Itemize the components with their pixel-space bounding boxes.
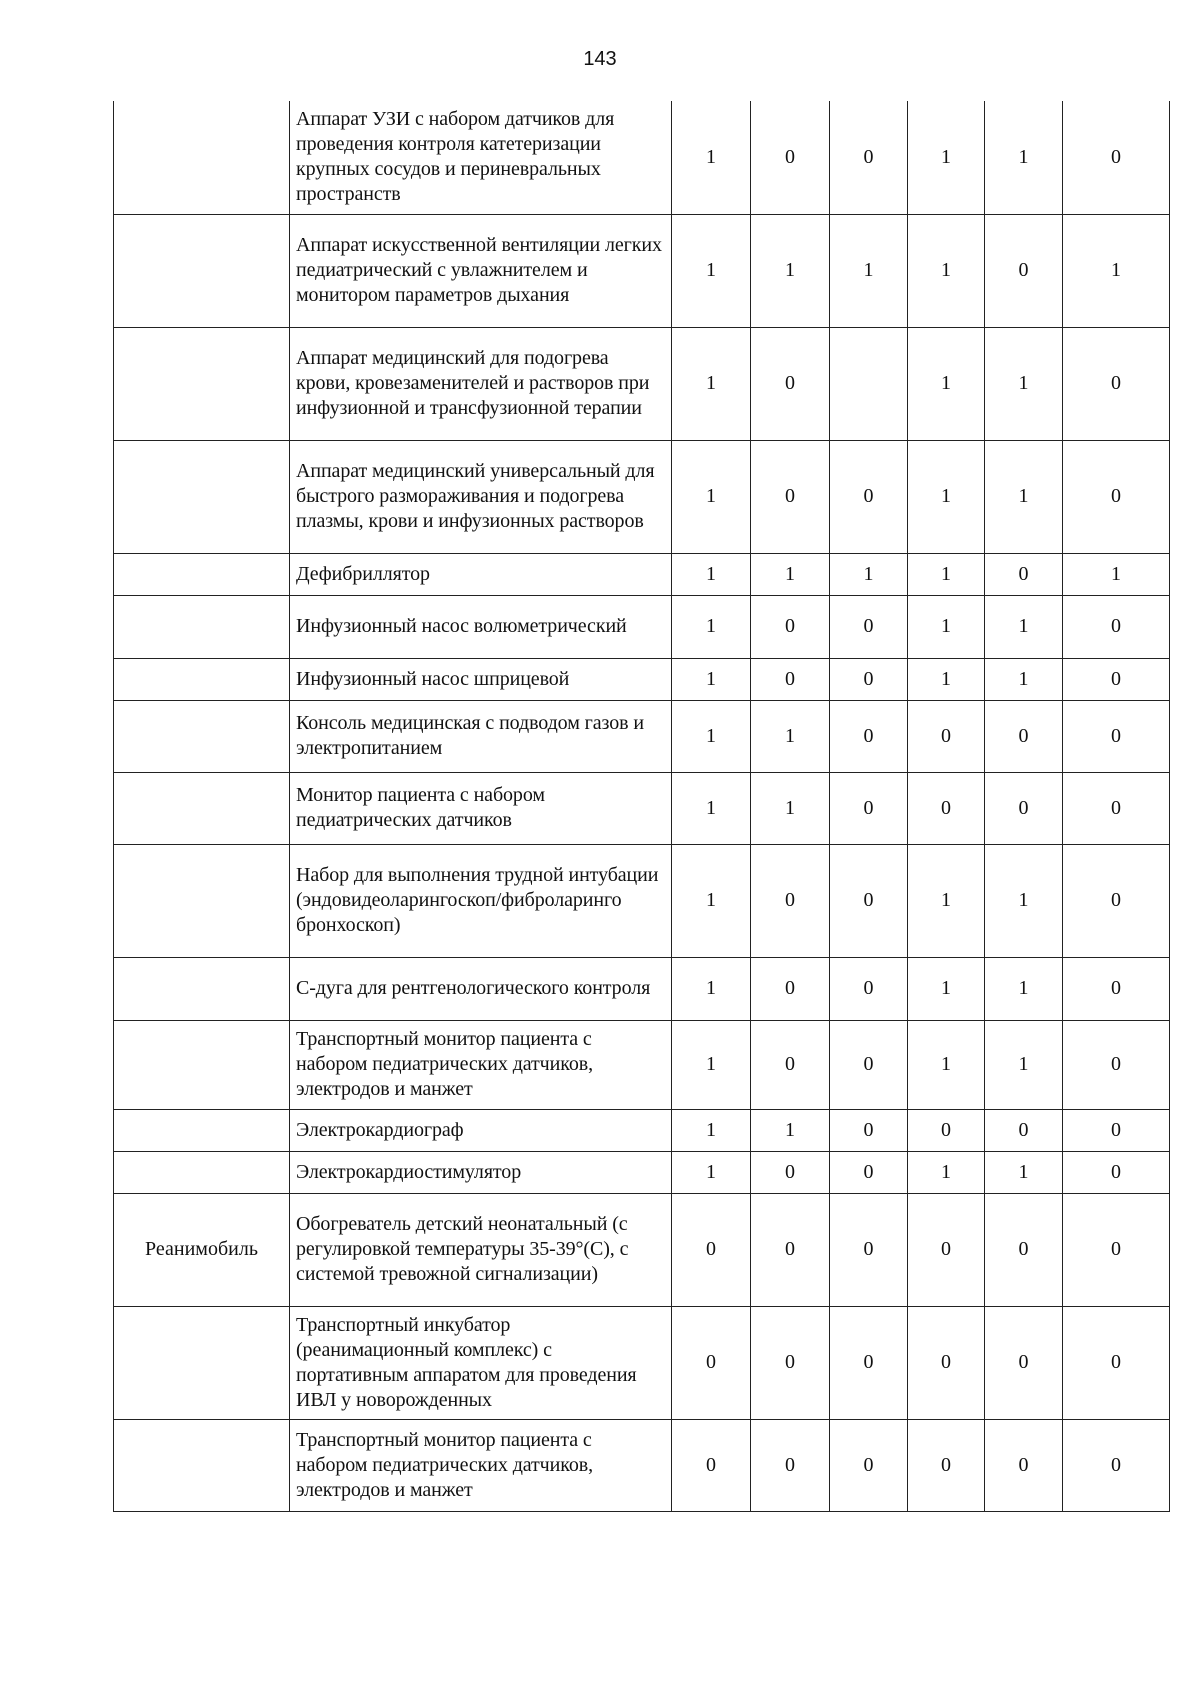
equipment-name-cell: Электрокардиограф <box>290 1109 672 1151</box>
quantity-cell-6: 0 <box>1063 327 1170 440</box>
quantity-cell-4: 1 <box>908 101 985 214</box>
page-number: 143 <box>583 48 617 70</box>
quantity-cell-4: 1 <box>908 595 985 658</box>
quantity-cell-1: 1 <box>672 101 751 214</box>
quantity-cell-6: 0 <box>1063 772 1170 844</box>
quantity-cell-2: 0 <box>751 440 830 553</box>
section-cell <box>114 214 290 327</box>
quantity-cell-3: 0 <box>830 1020 908 1109</box>
quantity-cell-6: 0 <box>1063 1306 1170 1419</box>
quantity-cell-4: 0 <box>908 1306 985 1419</box>
quantity-cell-3: 0 <box>830 658 908 700</box>
quantity-cell-5: 1 <box>985 957 1063 1020</box>
table-row <box>114 214 1170 327</box>
quantity-cell-1: 1 <box>672 844 751 957</box>
quantity-cell-1: 0 <box>672 1419 751 1511</box>
equipment-name-cell: Аппарат УЗИ с набором датчиков для проведения контроля катетеризации крупных сосудов и периневральных пространств <box>290 101 672 214</box>
quantity-cell-3: 0 <box>830 101 908 214</box>
quantity-cell-6: 0 <box>1063 844 1170 957</box>
quantity-cell-4: 1 <box>908 844 985 957</box>
quantity-cell-2: 0 <box>751 957 830 1020</box>
quantity-cell-2: 0 <box>751 327 830 440</box>
quantity-cell-2: 0 <box>751 1306 830 1419</box>
table-row <box>114 101 1170 214</box>
quantity-cell-4: 1 <box>908 658 985 700</box>
section-cell <box>114 1020 290 1109</box>
quantity-cell-6: 0 <box>1063 957 1170 1020</box>
quantity-cell-4: 1 <box>908 214 985 327</box>
section-cell <box>114 772 290 844</box>
quantity-cell-1: 0 <box>672 1193 751 1306</box>
quantity-cell-3: 0 <box>830 1419 908 1511</box>
quantity-cell-6: 0 <box>1063 440 1170 553</box>
table-row <box>114 700 1170 772</box>
quantity-cell-4: 1 <box>908 957 985 1020</box>
table-row <box>114 1109 1170 1151</box>
quantity-cell-3: 0 <box>830 1306 908 1419</box>
table-row <box>114 1151 1170 1193</box>
quantity-cell-2: 0 <box>751 658 830 700</box>
equipment-name-cell: Электрокардиостимулятор <box>290 1151 672 1193</box>
quantity-cell-5: 0 <box>985 553 1063 595</box>
section-cell <box>114 1306 290 1419</box>
quantity-cell-3: 0 <box>830 1151 908 1193</box>
quantity-cell-2: 0 <box>751 1151 830 1193</box>
quantity-cell-4: 1 <box>908 327 985 440</box>
section-cell: Реанимобиль <box>114 1193 290 1306</box>
table-row <box>114 772 1170 844</box>
quantity-cell-2: 1 <box>751 700 830 772</box>
quantity-cell-5: 1 <box>985 658 1063 700</box>
section-cell <box>114 327 290 440</box>
quantity-cell-2: 1 <box>751 553 830 595</box>
quantity-cell-3: 0 <box>830 1109 908 1151</box>
equipment-table-container <box>113 101 1170 1512</box>
quantity-cell-6: 1 <box>1063 553 1170 595</box>
table-body <box>114 101 1170 1511</box>
table-row <box>114 553 1170 595</box>
section-cell <box>114 595 290 658</box>
quantity-cell-5: 0 <box>985 772 1063 844</box>
table-row <box>114 1193 1170 1306</box>
quantity-cell-6: 0 <box>1063 1419 1170 1511</box>
equipment-name-cell: Инфузионный насос шприцевой <box>290 658 672 700</box>
section-cell <box>114 553 290 595</box>
quantity-cell-2: 0 <box>751 844 830 957</box>
quantity-cell-2: 0 <box>751 595 830 658</box>
quantity-cell-2: 0 <box>751 101 830 214</box>
equipment-name-cell: Обогреватель детский неонатальный (с регулировкой температуры 35-39°(С), с системой тревожной сигнализации) <box>290 1193 672 1306</box>
equipment-name-cell: Аппарат медицинский универсальный для быстрого размораживания и подогрева плазмы, крови и инфузионных растворов <box>290 440 672 553</box>
quantity-cell-6: 0 <box>1063 595 1170 658</box>
table-row <box>114 327 1170 440</box>
quantity-cell-5: 1 <box>985 844 1063 957</box>
equipment-name-cell: Аппарат искусственной вентиляции легких педиатрический с увлажнителем и монитором параметров дыхания <box>290 214 672 327</box>
table-row <box>114 1306 1170 1419</box>
quantity-cell-1: 1 <box>672 440 751 553</box>
quantity-cell-1: 0 <box>672 1306 751 1419</box>
quantity-cell-3: 0 <box>830 1193 908 1306</box>
equipment-name-cell: Транспортный инкубатор (реанимационный комплекс) с портативным аппаратом для проведения ИВЛ у новорожденных <box>290 1306 672 1419</box>
quantity-cell-2: 0 <box>751 1193 830 1306</box>
section-cell <box>114 1151 290 1193</box>
quantity-cell-3: 1 <box>830 553 908 595</box>
quantity-cell-4: 0 <box>908 1109 985 1151</box>
section-cell <box>114 1419 290 1511</box>
quantity-cell-1: 1 <box>672 957 751 1020</box>
quantity-cell-2: 1 <box>751 214 830 327</box>
quantity-cell-5: 0 <box>985 214 1063 327</box>
table-row <box>114 440 1170 553</box>
quantity-cell-4: 0 <box>908 700 985 772</box>
quantity-cell-2: 0 <box>751 1419 830 1511</box>
quantity-cell-4: 0 <box>908 1419 985 1511</box>
quantity-cell-5: 1 <box>985 101 1063 214</box>
equipment-table <box>113 101 1170 1512</box>
quantity-cell-5: 0 <box>985 700 1063 772</box>
quantity-cell-6: 1 <box>1063 214 1170 327</box>
quantity-cell-3: 1 <box>830 214 908 327</box>
quantity-cell-2: 1 <box>751 772 830 844</box>
quantity-cell-5: 0 <box>985 1419 1063 1511</box>
quantity-cell-3: 0 <box>830 700 908 772</box>
equipment-name-cell: Аппарат медицинский для подогрева крови, кровезаменителей и растворов при инфузионной и трансфузионной терапии <box>290 327 672 440</box>
quantity-cell-1: 1 <box>672 1020 751 1109</box>
quantity-cell-2: 1 <box>751 1109 830 1151</box>
quantity-cell-3: 0 <box>830 844 908 957</box>
quantity-cell-3: 0 <box>830 440 908 553</box>
equipment-name-cell: Инфузионный насос волюметрический <box>290 595 672 658</box>
quantity-cell-1: 1 <box>672 553 751 595</box>
quantity-cell-5: 1 <box>985 327 1063 440</box>
quantity-cell-5: 1 <box>985 440 1063 553</box>
section-cell <box>114 440 290 553</box>
equipment-name-cell: Набор для выполнения трудной интубации (эндовидеоларингоскоп/фиброларинго бронхоскоп) <box>290 844 672 957</box>
equipment-name-cell: С-дуга для рентгенологического контроля <box>290 957 672 1020</box>
section-cell <box>114 957 290 1020</box>
equipment-name-cell: Транспортный монитор пациента с набором педиатрических датчиков, электродов и манжет <box>290 1020 672 1109</box>
equipment-name-cell: Транспортный монитор пациента с набором педиатрических датчиков, электродов и манжет <box>290 1419 672 1511</box>
quantity-cell-5: 0 <box>985 1109 1063 1151</box>
quantity-cell-6: 0 <box>1063 1109 1170 1151</box>
quantity-cell-6: 0 <box>1063 101 1170 214</box>
quantity-cell-3 <box>830 327 908 440</box>
quantity-cell-6: 0 <box>1063 1193 1170 1306</box>
equipment-name-cell: Монитор пациента с набором педиатрических датчиков <box>290 772 672 844</box>
equipment-name-cell: Дефибриллятор <box>290 553 672 595</box>
quantity-cell-4: 1 <box>908 553 985 595</box>
quantity-cell-1: 1 <box>672 772 751 844</box>
equipment-name-cell: Консоль медицинская с подводом газов и электропитанием <box>290 700 672 772</box>
quantity-cell-6: 0 <box>1063 1151 1170 1193</box>
quantity-cell-2: 0 <box>751 1020 830 1109</box>
quantity-cell-1: 1 <box>672 1109 751 1151</box>
quantity-cell-5: 1 <box>985 595 1063 658</box>
quantity-cell-5: 1 <box>985 1020 1063 1109</box>
table-row <box>114 595 1170 658</box>
quantity-cell-4: 0 <box>908 1193 985 1306</box>
quantity-cell-1: 1 <box>672 1151 751 1193</box>
section-cell <box>114 1109 290 1151</box>
table-row <box>114 658 1170 700</box>
quantity-cell-6: 0 <box>1063 700 1170 772</box>
quantity-cell-1: 1 <box>672 214 751 327</box>
section-cell <box>114 658 290 700</box>
quantity-cell-6: 0 <box>1063 1020 1170 1109</box>
quantity-cell-5: 0 <box>985 1306 1063 1419</box>
quantity-cell-3: 0 <box>830 772 908 844</box>
table-row <box>114 1419 1170 1511</box>
quantity-cell-5: 0 <box>985 1193 1063 1306</box>
quantity-cell-1: 1 <box>672 700 751 772</box>
quantity-cell-4: 1 <box>908 1020 985 1109</box>
quantity-cell-3: 0 <box>830 957 908 1020</box>
quantity-cell-1: 1 <box>672 658 751 700</box>
quantity-cell-4: 1 <box>908 440 985 553</box>
table-row <box>114 957 1170 1020</box>
section-cell <box>114 844 290 957</box>
section-cell <box>114 101 290 214</box>
quantity-cell-5: 1 <box>985 1151 1063 1193</box>
quantity-cell-4: 1 <box>908 1151 985 1193</box>
quantity-cell-6: 0 <box>1063 658 1170 700</box>
quantity-cell-4: 0 <box>908 772 985 844</box>
quantity-cell-3: 0 <box>830 595 908 658</box>
table-row <box>114 844 1170 957</box>
quantity-cell-1: 1 <box>672 595 751 658</box>
table-row <box>114 1020 1170 1109</box>
quantity-cell-1: 1 <box>672 327 751 440</box>
section-cell <box>114 700 290 772</box>
